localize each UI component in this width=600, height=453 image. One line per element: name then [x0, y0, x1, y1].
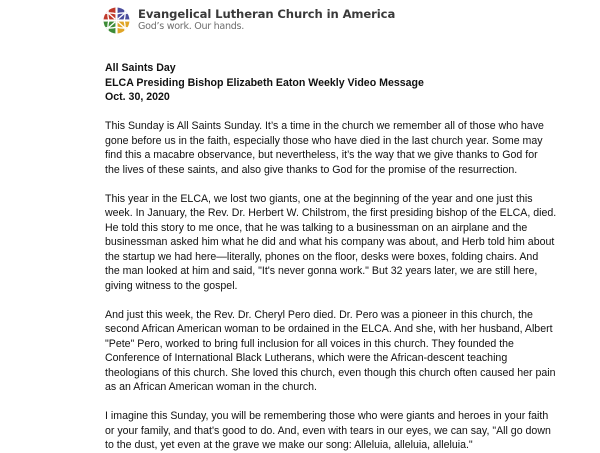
- text-line: I imagine this Sunday, you will be remembering those who were giants and heroes in your faith: [105, 410, 549, 422]
- text-line: find this a macabre observance, but nevertheless, it’s the way that we give thanks to God for: [105, 149, 538, 161]
- text-line: or your family, and that's good to do. And, even with tears in our eyes, we can say, "All go down: [105, 424, 551, 437]
- occasion-heading: All Saints Day: [105, 62, 176, 74]
- text-line: businessman asked him what he did and what his company was about, and Herb told him about: [105, 236, 555, 248]
- text-line: week. In January, the Rev. Dr. Herbert W. Chilstrom, the first presiding bishop of the ELCA, died.: [105, 207, 557, 219]
- brand-tagline: God’s work. Our hands.: [138, 21, 245, 32]
- text-line: This year in the ELCA, we lost two giants, one at the beginning of the year and one just this: [105, 192, 533, 205]
- document-body: [105, 61, 575, 453]
- text-line: theologians of this church. She loved this church, even though this church often caused her pain: [105, 366, 556, 379]
- paragraph-remembering: [105, 409, 575, 453]
- text-line: "Pete" Pero, worked to bring full inclusion for all voices in this church. They founded the: [105, 337, 514, 350]
- text-line: the lives of these saints, and also give thanks to God for the promise of the resurrection.: [105, 163, 518, 176]
- text-line: the startup we had here—literally, phones on the floor, desks were boxes, folding chairs. And: [105, 250, 539, 263]
- brand-header: [103, 7, 395, 34]
- text-line: the man looked at him and said, "It's never gonna work." But 32 years later, we are still here,: [105, 265, 538, 277]
- brand-name: Evangelical Lutheran Church in America: [138, 7, 396, 21]
- text-line: second African American woman to be ordained in the ELCA. And she, with her husband, Albert: [105, 323, 553, 335]
- text-line: giving witness to the gospel.: [105, 279, 238, 292]
- text-line: Conference of International Black Lutherans, which were the African-descent teaching: [105, 352, 508, 364]
- text-line: He told this story to me once, that he was talking to a businessman on an airplane and the: [105, 221, 528, 234]
- text-line: gone before us in the faith, especially those who have died in the last church year. Some may: [105, 134, 543, 147]
- message-title: ELCA Presiding Bishop Elizabeth Eaton Weekly Video Message: [105, 76, 424, 89]
- elca-cross-globe-icon: [103, 7, 130, 34]
- paragraph-all-saints: [105, 119, 575, 177]
- message-date: Oct. 30, 2020: [105, 91, 170, 103]
- paragraph-pero: [105, 308, 575, 395]
- text-line: as an African American woman in the church.: [105, 381, 317, 393]
- text-line: And just this week, the Rev. Dr. Cheryl Pero died. Dr. Pero was a pioneer in this church, the: [105, 308, 533, 321]
- text-line: This Sunday is All Saints Sunday. It’s a time in the church we remember all of those who have: [105, 120, 544, 132]
- brand-text: [138, 8, 395, 33]
- paragraph-chilstrom: [105, 192, 575, 294]
- text-line: to the dust, yet even at the grave we make our song: Alleluia, alleluia, alleluia.": [105, 439, 473, 451]
